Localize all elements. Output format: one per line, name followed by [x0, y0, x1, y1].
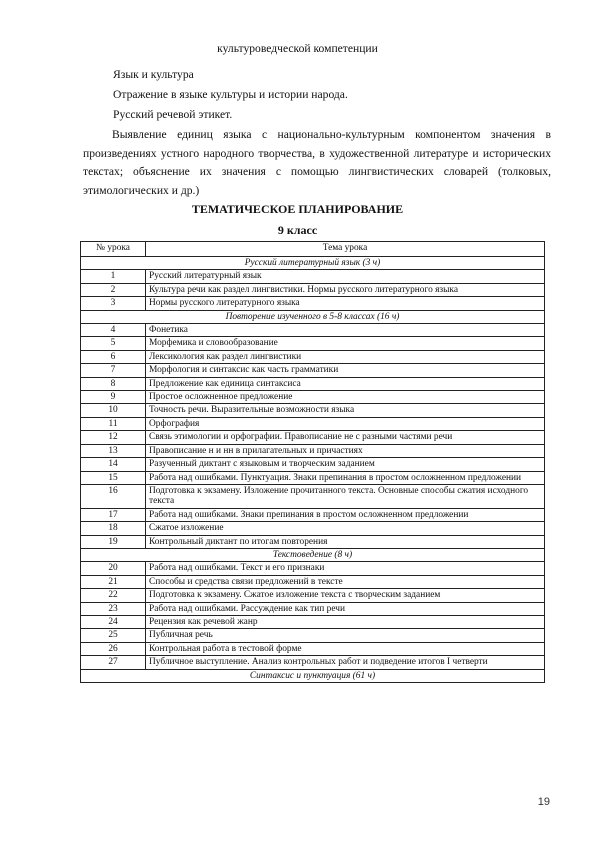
lesson-number-cell: 10 — [81, 404, 146, 417]
lesson-number-cell: 11 — [81, 417, 146, 430]
body-paragraph: Выявление единиц языка с национально-культурным компонентом значения в произведениях устного народного творчества, в художественной литературе и исторических текстах; объяснение их значения с помощью лингвистических словарей (толковых, этимологических и др.) — [83, 128, 551, 197]
lesson-topic-cell: Разученный диктант с языковым и творческим заданием — [146, 458, 545, 471]
lesson-number-cell: 6 — [81, 350, 146, 363]
table-row — [81, 656, 545, 669]
table-row — [81, 642, 545, 655]
table-row — [81, 575, 545, 588]
lesson-topic-cell: Работа над ошибками. Текст и его признаки — [146, 562, 545, 575]
lesson-topic-cell: Точность речи. Выразительные возможности языка — [146, 404, 545, 417]
table-row — [81, 270, 545, 283]
table-row — [81, 444, 545, 457]
lesson-topic-cell: Публичная речь — [146, 629, 545, 642]
table-row — [81, 471, 545, 484]
lesson-number-cell: 27 — [81, 656, 146, 669]
table-row — [81, 602, 545, 615]
plan-title: ТЕМАТИЧЕСКОЕ ПЛАНИРОВАНИЕ — [191, 202, 404, 216]
lesson-number-cell: 8 — [81, 377, 146, 390]
table-row — [81, 458, 545, 471]
table-body — [81, 257, 545, 683]
lesson-number-cell: 18 — [81, 522, 146, 535]
table-row — [81, 404, 545, 417]
page-number: 19 — [537, 796, 550, 808]
lesson-number-cell: 23 — [81, 602, 146, 615]
table-row — [81, 589, 545, 602]
lesson-topic-cell: Работа над ошибками. Знаки препинания в простом осложненном предложении — [146, 508, 545, 521]
lesson-number-cell: 4 — [81, 324, 146, 337]
table-row — [81, 615, 545, 628]
table-row — [81, 535, 545, 548]
table-row — [81, 337, 545, 350]
table-row — [81, 417, 545, 430]
lesson-topic-cell: Связь этимологии и орфографии. Правописание не с разными частями речи — [146, 431, 545, 444]
lesson-topic-cell: Работа над ошибками. Рассуждение как тип речи — [146, 602, 545, 615]
lesson-topic-cell: Орфография — [146, 417, 545, 430]
section-row — [81, 548, 545, 561]
lesson-number-cell: 25 — [81, 629, 146, 642]
section-title: Текстоведение (8 ч) — [81, 548, 545, 561]
table-row — [81, 431, 545, 444]
lesson-topic-cell: Предложение как единица синтаксиса — [146, 377, 545, 390]
table-row — [81, 324, 545, 337]
column-header-lesson-number: № урока — [81, 242, 146, 257]
lesson-number-cell: 26 — [81, 642, 146, 655]
topic-reflection: Отражение в языке культуры и истории народа. — [113, 88, 348, 101]
table-row — [81, 297, 545, 310]
lesson-number-cell: 22 — [81, 589, 146, 602]
lesson-topic-cell: Русский литературный язык — [146, 270, 545, 283]
lesson-number-cell: 21 — [81, 575, 146, 588]
lesson-number-cell: 19 — [81, 535, 146, 548]
lesson-number-cell: 13 — [81, 444, 146, 457]
lesson-topic-cell: Контрольная работа в тестовой форме — [146, 642, 545, 655]
section-title: Повторение изученного в 5-8 классах (16 ч) — [81, 310, 545, 323]
lesson-topic-cell: Рецензия как речевой жанр — [146, 615, 545, 628]
lesson-topic-cell: Подготовка к экзамену. Сжатое изложение текста с творческим заданием — [146, 589, 545, 602]
section-title: Русский литературный язык (3 ч) — [81, 257, 545, 270]
lesson-topic-cell: Культура речи как раздел лингвистики. Нормы русского литературного языка — [146, 283, 545, 296]
lesson-topic-cell: Контрольный диктант по итогам повторения — [146, 535, 545, 548]
lesson-number-cell: 3 — [81, 297, 146, 310]
section-row — [81, 669, 545, 682]
table-row — [81, 377, 545, 390]
topic-language-culture: Язык и культура — [113, 68, 194, 81]
lesson-topic-cell: Правописание н и нн в прилагательных и причастиях — [146, 444, 545, 457]
lesson-topic-cell: Публичное выступление. Анализ контрольных работ и подведение итогов I четверти — [146, 656, 545, 669]
lesson-topic-cell: Лексикология как раздел лингвистики — [146, 350, 545, 363]
lesson-topic-cell: Простое осложненное предложение — [146, 391, 545, 404]
lesson-number-cell: 14 — [81, 458, 146, 471]
table-row — [81, 629, 545, 642]
table-row — [81, 562, 545, 575]
table-row — [81, 283, 545, 296]
table-row — [81, 350, 545, 363]
lesson-topic-cell: Подготовка к экзамену. Изложение прочитанного текста. Основные способы сжатия исходного текста — [146, 484, 545, 508]
table-row — [81, 508, 545, 521]
lesson-plan-table — [80, 241, 545, 683]
table-header-row — [81, 242, 545, 257]
grade-label: 9 класс — [277, 223, 318, 237]
lesson-number-cell: 2 — [81, 283, 146, 296]
heading-line: культуроведческой компетенции — [217, 42, 378, 55]
lesson-number-cell: 24 — [81, 615, 146, 628]
lesson-topic-cell: Работа над ошибками. Пунктуация. Знаки препинания в простом осложненном предложении — [146, 471, 545, 484]
table-row — [81, 364, 545, 377]
lesson-number-cell: 9 — [81, 391, 146, 404]
lesson-number-cell: 15 — [81, 471, 146, 484]
section-row — [81, 257, 545, 270]
section-title: Синтаксис и пунктуация (61 ч) — [81, 669, 545, 682]
lesson-number-cell: 7 — [81, 364, 146, 377]
table-row — [81, 391, 545, 404]
lesson-topic-cell: Фонетика — [146, 324, 545, 337]
lesson-number-cell: 17 — [81, 508, 146, 521]
section-row — [81, 310, 545, 323]
topic-etiquette: Русский речевой этикет. — [113, 108, 233, 121]
table-row — [81, 522, 545, 535]
lesson-topic-cell: Нормы русского литературного языка — [146, 297, 545, 310]
column-header-topic: Тема урока — [146, 242, 545, 257]
lesson-topic-cell: Морфемика и словообразование — [146, 337, 545, 350]
lesson-topic-cell: Сжатое изложение — [146, 522, 545, 535]
lesson-number-cell: 5 — [81, 337, 146, 350]
lesson-number-cell: 12 — [81, 431, 146, 444]
lesson-number-cell: 20 — [81, 562, 146, 575]
lesson-number-cell: 1 — [81, 270, 146, 283]
table-row — [81, 484, 545, 508]
lesson-topic-cell: Способы и средства связи предложений в тексте — [146, 575, 545, 588]
lesson-number-cell: 16 — [81, 484, 146, 508]
lesson-topic-cell: Морфология и синтаксис как часть грамматики — [146, 364, 545, 377]
